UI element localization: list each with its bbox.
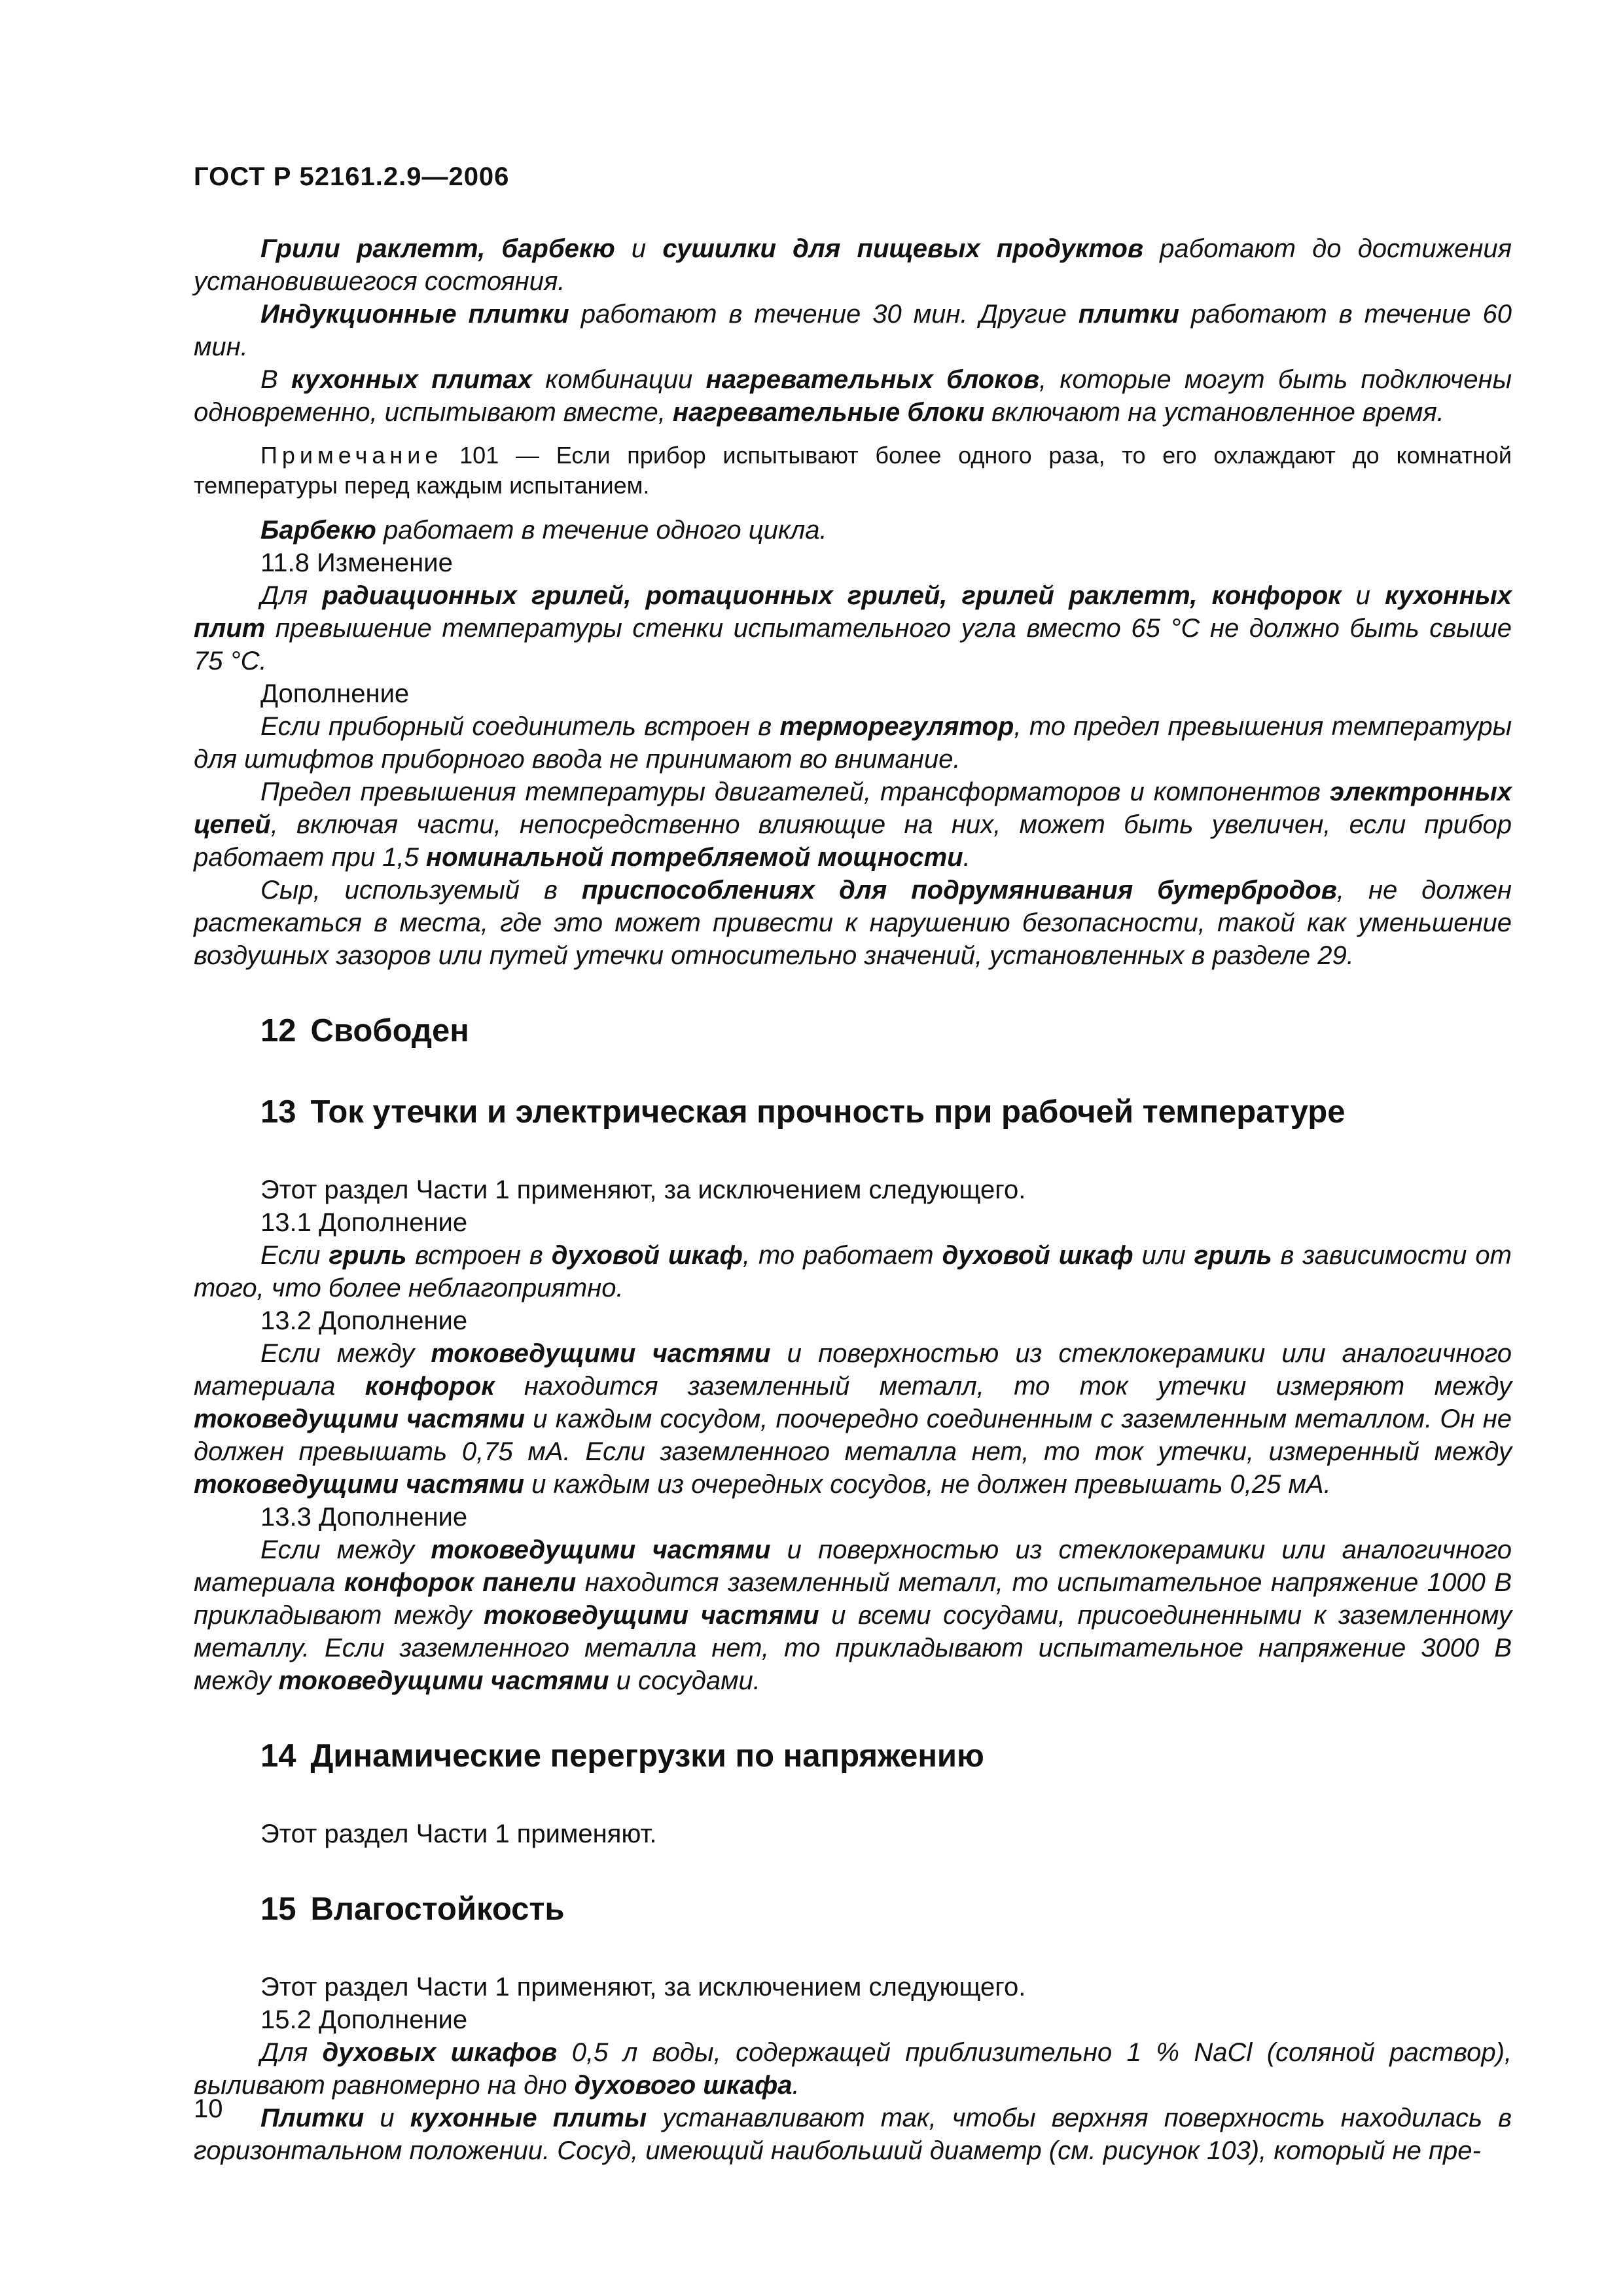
paragraph: В кухонных плитах комбинации нагревательных блоков, которые могут быть подключены одновременно, испытывают вместе, нагревательные блоки включают на установленное время. — [194, 365, 1512, 427]
standard-designation: ГОСТ Р 52161.2.9—2006 — [194, 162, 510, 191]
section-15-heading: 15 Влагостойкость — [260, 1892, 565, 1927]
clause-11-8: 11.8 Изменение — [260, 548, 453, 577]
section-14-heading: 14 Динамические перегрузки по напряжению — [260, 1738, 984, 1774]
clause-11-8-addition: Дополнение — [260, 679, 410, 708]
section-14-text: Этот раздел Части 1 применяют. — [260, 1820, 657, 1848]
paragraph: Грили раклетт, барбекю и сушилки для пищевых продуктов работают до достижения установившегося состояния. — [194, 234, 1512, 296]
clause-13-2: 13.2 Дополнение — [260, 1306, 468, 1335]
section-15-intro: Этот раздел Части 1 применяют, за исключением следующего. — [260, 1973, 1026, 2001]
paragraph: Для радиационных грилей, ротационных грилей, грилей раклетт, конфорок и кухонных плит превышение температуры стенки испытательного угла вместо 65 °С не должно быть свыше 75 °С. — [194, 581, 1512, 675]
paragraph: Индукционные плитки работают в течение 30 мин. Другие плитки работают в течение 60 мин. — [194, 300, 1512, 361]
clause-13-1: 13.1 Дополнение — [260, 1208, 468, 1237]
section-13-heading: 13 Ток утечки и электрическая прочность при рабочей температуре — [260, 1094, 1346, 1130]
note-101: Примечание 101 — Если прибор испытывают более одного раза, то его охлаждают до комнатной температуры перед каждым испытанием. — [194, 442, 1512, 499]
paragraph: Если гриль встроен в духовой шкаф, то работает духовой шкаф или гриль в зависимости от того, что более неблагоприятно. — [194, 1241, 1512, 1302]
paragraph: Если между токоведущими частями и поверхностью из стеклокерамики или аналогичного материала конфорок панели находится заземленный металл, то испытательное напряжение 1000 В прикладывают между токоведущими частями и всеми сосудами, присоединенными к заземленному металлу. Если заземленного металла нет, то прикладывают испытательное напряжение 3000 В между токоведущими частями и сосудами. — [194, 1535, 1512, 1695]
paragraph: Если между токоведущими частями и поверхностью из стеклокерамики или аналогичного материала конфорок находится заземленный металл, то ток утечки измеряют между токоведущими частями и каждым сосудом, поочередно соединенным с заземленным металлом. Он не должен превышать 0,75 мА. Если заземленного металла нет, то ток утечки, измеренный между токоведущими частями и каждым из очередных сосудов, не должен превышать 0,25 мА. — [194, 1339, 1512, 1499]
note-label: Примечание — [260, 442, 443, 469]
paragraph: Сыр, используемый в приспособлениях для подрумянивания бутербродов, не должен растекаться в места, где это может привести к нарушению безопасности, такой как уменьшение воздушных зазоров или путей утечки относительно значений, установленных в разделе 29. — [194, 876, 1512, 970]
page-number: 10 — [194, 2094, 223, 2123]
clause-15-2: 15.2 Дополнение — [260, 2005, 468, 2034]
section-12-heading: 12 Свободен — [260, 1013, 469, 1049]
page-body — [194, 232, 1512, 2167]
paragraph: Предел превышения температуры двигателей, трансформаторов и компонентов электронных цепей, включая части, непосредственно влияющие на них, может быть увеличен, если прибор работает при 1,5 номинальной потребляемой мощности. — [194, 778, 1512, 872]
paragraph: Плитки и кухонные плиты устанавливают так, чтобы верхняя поверхность находилась в горизонтальном положении. Сосуд, имеющий наибольший диаметр (см. рисунок 103), который не пре- — [194, 2104, 1512, 2165]
paragraph: Если приборный соединитель встроен в терморегулятор, то предел превышения температуры для штифтов приборного ввода не принимают во внимание. — [194, 712, 1512, 774]
paragraph: Барбекю работает в течение одного цикла. — [260, 516, 827, 545]
clause-13-3: 13.3 Дополнение — [260, 1503, 468, 1532]
paragraph: Для духовых шкафов 0,5 л воды, содержащей приблизительно 1 % NaCl (соляной раствор), выливают равномерно на дно духового шкафа. — [194, 2038, 1512, 2100]
section-13-intro: Этот раздел Части 1 применяют, за исключением следующего. — [260, 1175, 1026, 1204]
